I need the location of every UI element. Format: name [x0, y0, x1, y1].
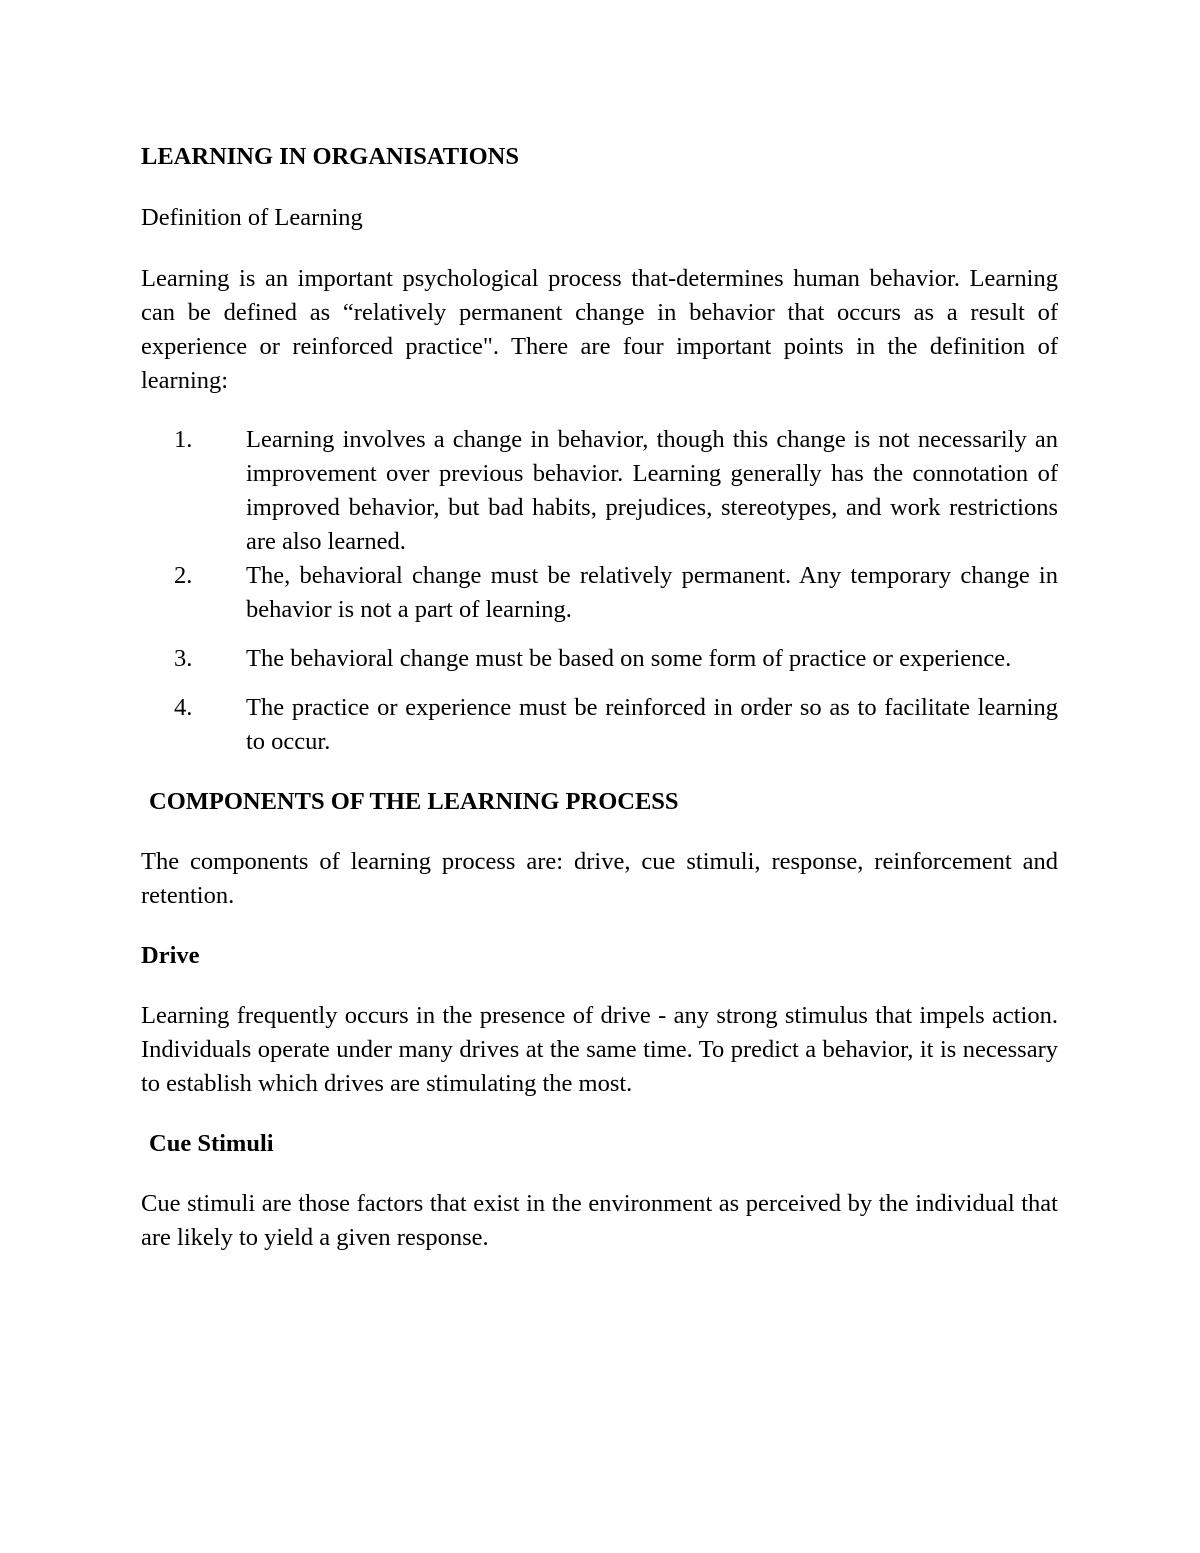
drive-heading: Drive — [141, 942, 200, 969]
components-heading: COMPONENTS OF THE LEARNING PROCESS — [149, 788, 679, 815]
list-item — [141, 642, 1058, 676]
cue-stimuli-heading: Cue Stimuli — [149, 1130, 274, 1157]
intro-paragraph: Learning is an important psychological process that-determines human behavior. Learning can be defined as “relatively permanent change in behavior that occurs as a result of experience or reinforced practice". There are four important points in the definition of learning: — [141, 265, 1058, 394]
components-paragraph: The components of learning process are: drive, cue stimuli, response, reinforcement and retention. — [141, 848, 1058, 909]
list-item — [141, 423, 1058, 559]
list-item — [141, 691, 1058, 759]
list-item-text: The behavioral change must be based on some form of practice or experience. — [246, 645, 1012, 672]
list-item-text: The practice or experience must be reinforced in order so as to facilitate learning to occur. — [246, 694, 1058, 755]
document-title: LEARNING IN ORGANISATIONS — [141, 143, 520, 170]
list-item-text: The, behavioral change must be relatively permanent. Any temporary change in behavior is not a part of learning. — [246, 562, 1058, 623]
cue-stimuli-paragraph: Cue stimuli are those factors that exist in the environment as perceived by the individual that are likely to yield a given response. — [141, 1190, 1058, 1251]
list-item-text: Learning involves a change in behavior, though this change is not necessarily an improvement over previous behavior. Learning generally has the connotation of improved behavior, but bad habits, prejudices, stereotypes, and work restrictions are also learned. — [246, 426, 1058, 555]
list-item-number: 3. — [174, 645, 193, 672]
document-page — [141, 140, 1058, 1255]
list-item-number: 1. — [174, 426, 193, 453]
list-item — [141, 559, 1058, 627]
definition-points-list — [141, 423, 1058, 759]
list-item-number: 2. — [174, 562, 193, 589]
drive-paragraph: Learning frequently occurs in the presence of drive - any strong stimulus that impels action. Individuals operate under many drives at the same time. To predict a behavior, it is necessary to establish which drives are stimulating the most. — [141, 1002, 1058, 1097]
definition-subtitle: Definition of Learning — [141, 204, 363, 231]
list-item-number: 4. — [174, 694, 193, 721]
